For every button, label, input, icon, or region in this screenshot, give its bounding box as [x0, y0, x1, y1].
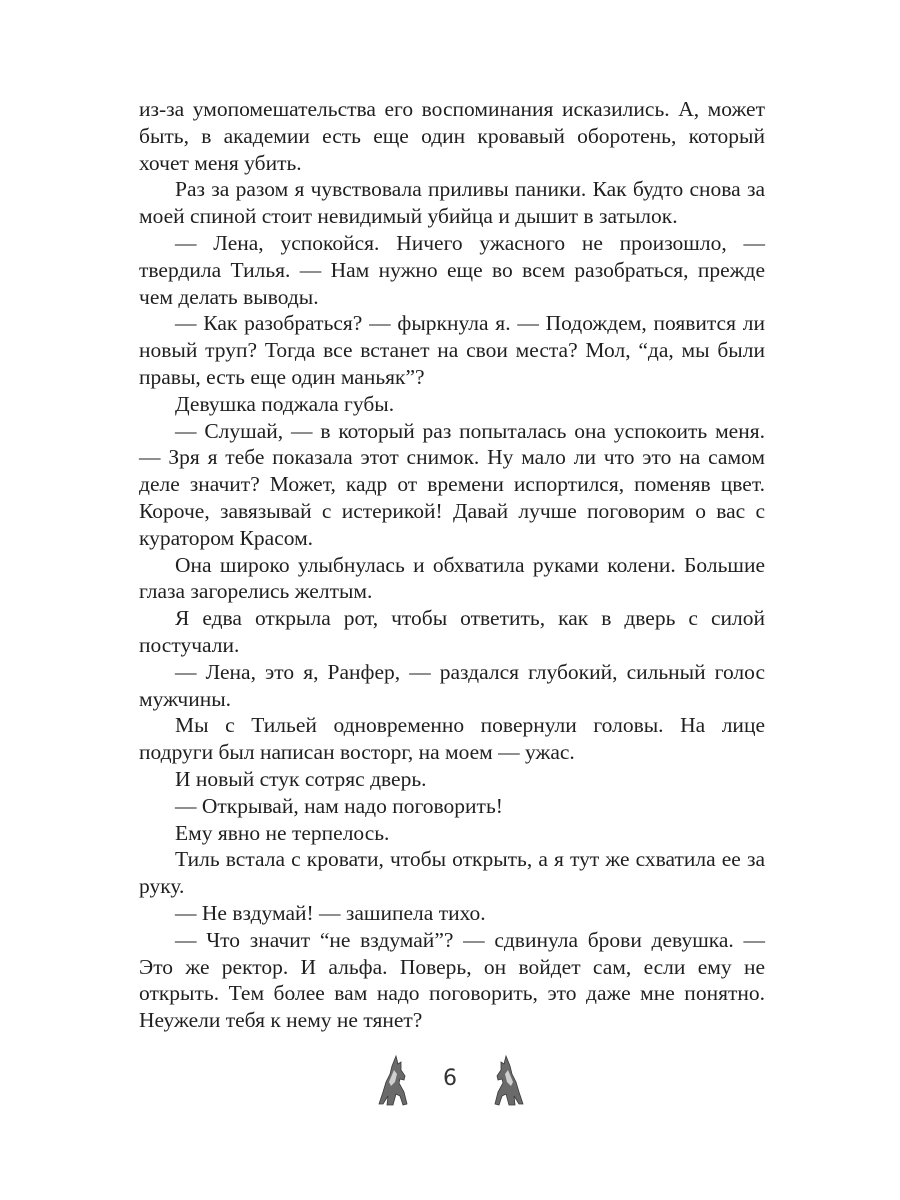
paragraph: Ему явно не терпелось. — [175, 820, 390, 845]
page-footer — [0, 1048, 900, 1112]
paragraph: Раз за разом я чувствовала приливы паники. Как будто снова за моей спиной стоит невидимый убийца и дышит в затылок. — [139, 177, 765, 229]
paragraph: — Не вздумай! — зашипела тихо. — [175, 900, 486, 925]
paragraph: — Слушай, — в который раз попыталась она успокоить меня. — Зря я тебе показала этот снимок. Ну мало ли что это на самом деле значит? Может, кадр от времени испортился, поменяв цвет. Короче, завязывай с истерикой! Давай лучше поговорим о вас с куратором Красом. — [139, 418, 765, 550]
paragraph: — Как разобраться? — фыркнула я. — Подождем, появится ли новый труп? Тогда все встанет на свои места? Мол, “да, мы были правы, есть еще один маньяк”? — [139, 311, 765, 389]
paragraph: Она широко улыбнулась и обхватила руками колени. Большие глаза загорелись желтым. — [139, 552, 765, 604]
paragraph: — Что значит “не вздумай”? — сдвинула брови девушка. — Это же ректор. И альфа. Поверь, он войдет сам, если ему не открыть. Тем более вам надо поговорить, это даже мне понятно. Неужели тебя к нему не тянет? — [139, 927, 765, 1033]
paragraph: — Лена, это я, Ранфер, — раздался глубокий, сильный голос мужчины. — [139, 659, 765, 711]
paragraph: Девушка поджала губы. — [175, 391, 395, 416]
paragraph: из-за умопомешательства его воспоминания исказились. А, может быть, в академии есть еще один кровавый оборотень, который хочет меня убить. — [139, 97, 765, 175]
paragraph: И новый стук сотряс дверь. — [175, 766, 427, 791]
page-number: 6 — [443, 1066, 457, 1091]
body-text — [139, 96, 765, 1034]
wolf-icon — [488, 1052, 528, 1108]
paragraph: — Открывай, нам надо поговорить! — [175, 793, 503, 818]
wolf-icon — [374, 1052, 414, 1108]
paragraph: Я едва открыла рот, чтобы ответить, как в дверь с силой постучали. — [139, 606, 765, 657]
paragraph: — Лена, успокойся. Ничего ужасного не произошло, — твердила Тилья. — Нам нужно еще во всем разобраться, прежде чем делать выводы. — [139, 230, 765, 309]
paragraph: Тиль встала с кровати, чтобы открыть, а я тут же схватила ее за руку. — [139, 847, 765, 899]
paragraph: Мы с Тильей одновременно повернули головы. На лице подруги был написан восторг, на моем — ужас. — [139, 713, 765, 765]
